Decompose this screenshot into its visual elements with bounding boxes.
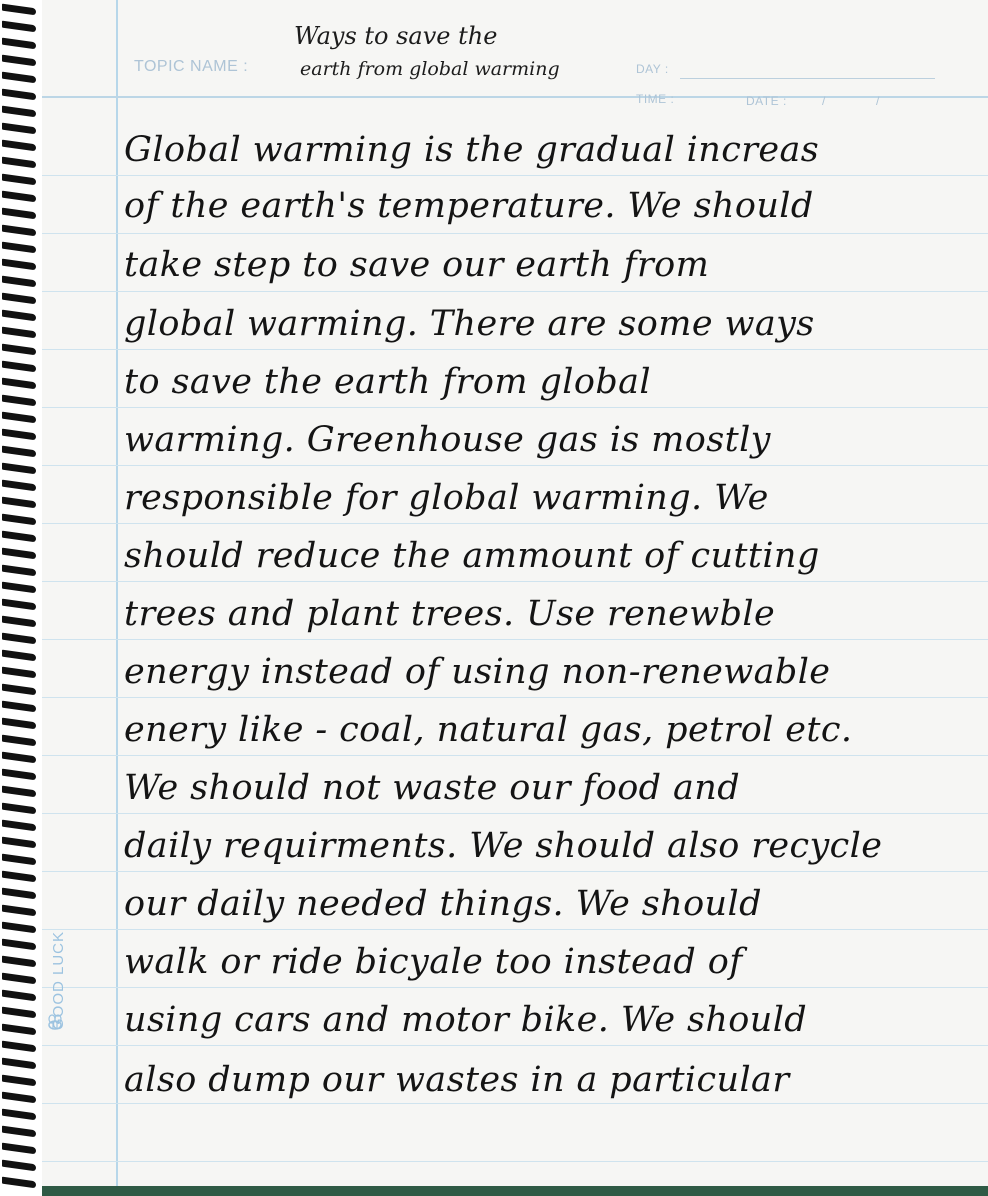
date-label: DATE : (746, 94, 787, 108)
spiral-ring (2, 446, 36, 458)
text-line: energy instead of using non-renewable (124, 652, 831, 692)
brand-text: GOOD LUCK (50, 930, 67, 1030)
spiral-ring (2, 174, 36, 186)
spiral-ring (2, 1160, 36, 1172)
text-line: to save the earth from global (124, 362, 651, 402)
spiral-ring (2, 361, 36, 373)
spiral-ring (2, 327, 36, 339)
time-label: TIME : (636, 92, 675, 106)
date-separator-1: / (822, 94, 826, 108)
spiral-ring (2, 242, 36, 254)
spiral-ring (2, 718, 36, 730)
spiral-ring (2, 395, 36, 407)
spiral-ring (2, 1126, 36, 1138)
spiral-ring (2, 752, 36, 764)
spiral-ring (2, 123, 36, 135)
spiral-ring (2, 344, 36, 356)
text-line: should reduce the ammount of cutting (124, 536, 820, 576)
spiral-ring (2, 208, 36, 220)
spiral-ring (2, 548, 36, 560)
spiral-ring (2, 157, 36, 169)
spiral-ring (2, 667, 36, 679)
spiral-ring (2, 72, 36, 84)
spiral-ring (2, 276, 36, 288)
topic-name-label: TOPIC NAME : (134, 58, 249, 75)
text-line: responsible for global warming. We (124, 478, 769, 518)
spiral-ring (2, 463, 36, 475)
ruled-line (42, 1161, 988, 1162)
spiral-binding (0, 0, 42, 1196)
text-line: Global warming is the gradual increas (124, 130, 820, 170)
spiral-ring (2, 1007, 36, 1019)
spiral-ring (2, 820, 36, 832)
spiral-ring (2, 378, 36, 390)
text-line: our daily needed things. We should (124, 884, 762, 924)
page-bottom-edge (42, 1186, 988, 1196)
spiral-ring (2, 1024, 36, 1036)
text-line: of the earth's temperature. We should (124, 186, 814, 226)
spiral-ring (2, 616, 36, 628)
spiral-ring (2, 922, 36, 934)
spiral-ring (2, 429, 36, 441)
spiral-ring (2, 650, 36, 662)
header-divider (42, 96, 988, 98)
spiral-ring (2, 514, 36, 526)
spiral-ring (2, 956, 36, 968)
topic-line-1: Ways to save the (294, 22, 498, 50)
spiral-ring (2, 735, 36, 747)
spiral-ring (2, 701, 36, 713)
spiral-ring (2, 939, 36, 951)
text-line: using cars and motor bike. We should (124, 1000, 808, 1040)
spiral-ring (2, 1092, 36, 1104)
spiral-ring (2, 480, 36, 492)
text-line: walk or ride bicyale too instead of (124, 942, 743, 982)
text-line: warming. Greenhouse gas is mostly (124, 420, 771, 460)
spiral-ring (2, 888, 36, 900)
spiral-ring (2, 990, 36, 1002)
date-separator-2: / (876, 94, 880, 108)
day-line (680, 78, 935, 79)
spiral-ring (2, 55, 36, 67)
spiral-ring (2, 854, 36, 866)
bee-icon (44, 1012, 66, 1034)
text-line: also dump our wastes in a particular (124, 1060, 790, 1100)
text-line: take step to save our earth from (124, 245, 710, 285)
text-line: We should not waste our food and (124, 768, 741, 808)
topic-line-2: earth from global warming (300, 58, 560, 80)
spiral-ring (2, 1109, 36, 1121)
spiral-ring (2, 4, 36, 16)
spiral-ring (2, 786, 36, 798)
spiral-ring (2, 259, 36, 271)
spiral-ring (2, 1075, 36, 1087)
spiral-ring (2, 531, 36, 543)
spiral-ring (2, 191, 36, 203)
spiral-ring (2, 140, 36, 152)
spiral-ring (2, 803, 36, 815)
text-line: daily requirments. We should also recycle (124, 826, 883, 866)
spiral-ring (2, 38, 36, 50)
spiral-ring (2, 871, 36, 883)
spiral-ring (2, 21, 36, 33)
spiral-ring (2, 89, 36, 101)
spiral-ring (2, 1177, 36, 1189)
spiral-ring (2, 599, 36, 611)
spiral-ring (2, 837, 36, 849)
day-label: DAY : (636, 62, 669, 76)
spiral-ring (2, 905, 36, 917)
text-line: trees and plant trees. Use renewble (124, 594, 776, 634)
spiral-ring (2, 225, 36, 237)
spiral-ring (2, 1058, 36, 1070)
spiral-ring (2, 1041, 36, 1053)
spiral-ring (2, 684, 36, 696)
spiral-ring (2, 412, 36, 424)
spiral-ring (2, 310, 36, 322)
spiral-ring (2, 497, 36, 509)
spiral-ring (2, 106, 36, 118)
margin-rule (116, 0, 118, 1196)
spiral-ring (2, 565, 36, 577)
spiral-ring (2, 293, 36, 305)
text-line: global warming. There are some ways (124, 304, 815, 344)
spiral-ring (2, 1143, 36, 1155)
text-line: enery like - coal, natural gas, petrol etc. (124, 710, 853, 750)
spiral-ring (2, 582, 36, 594)
spiral-ring (2, 633, 36, 645)
spiral-ring (2, 769, 36, 781)
spiral-ring (2, 973, 36, 985)
